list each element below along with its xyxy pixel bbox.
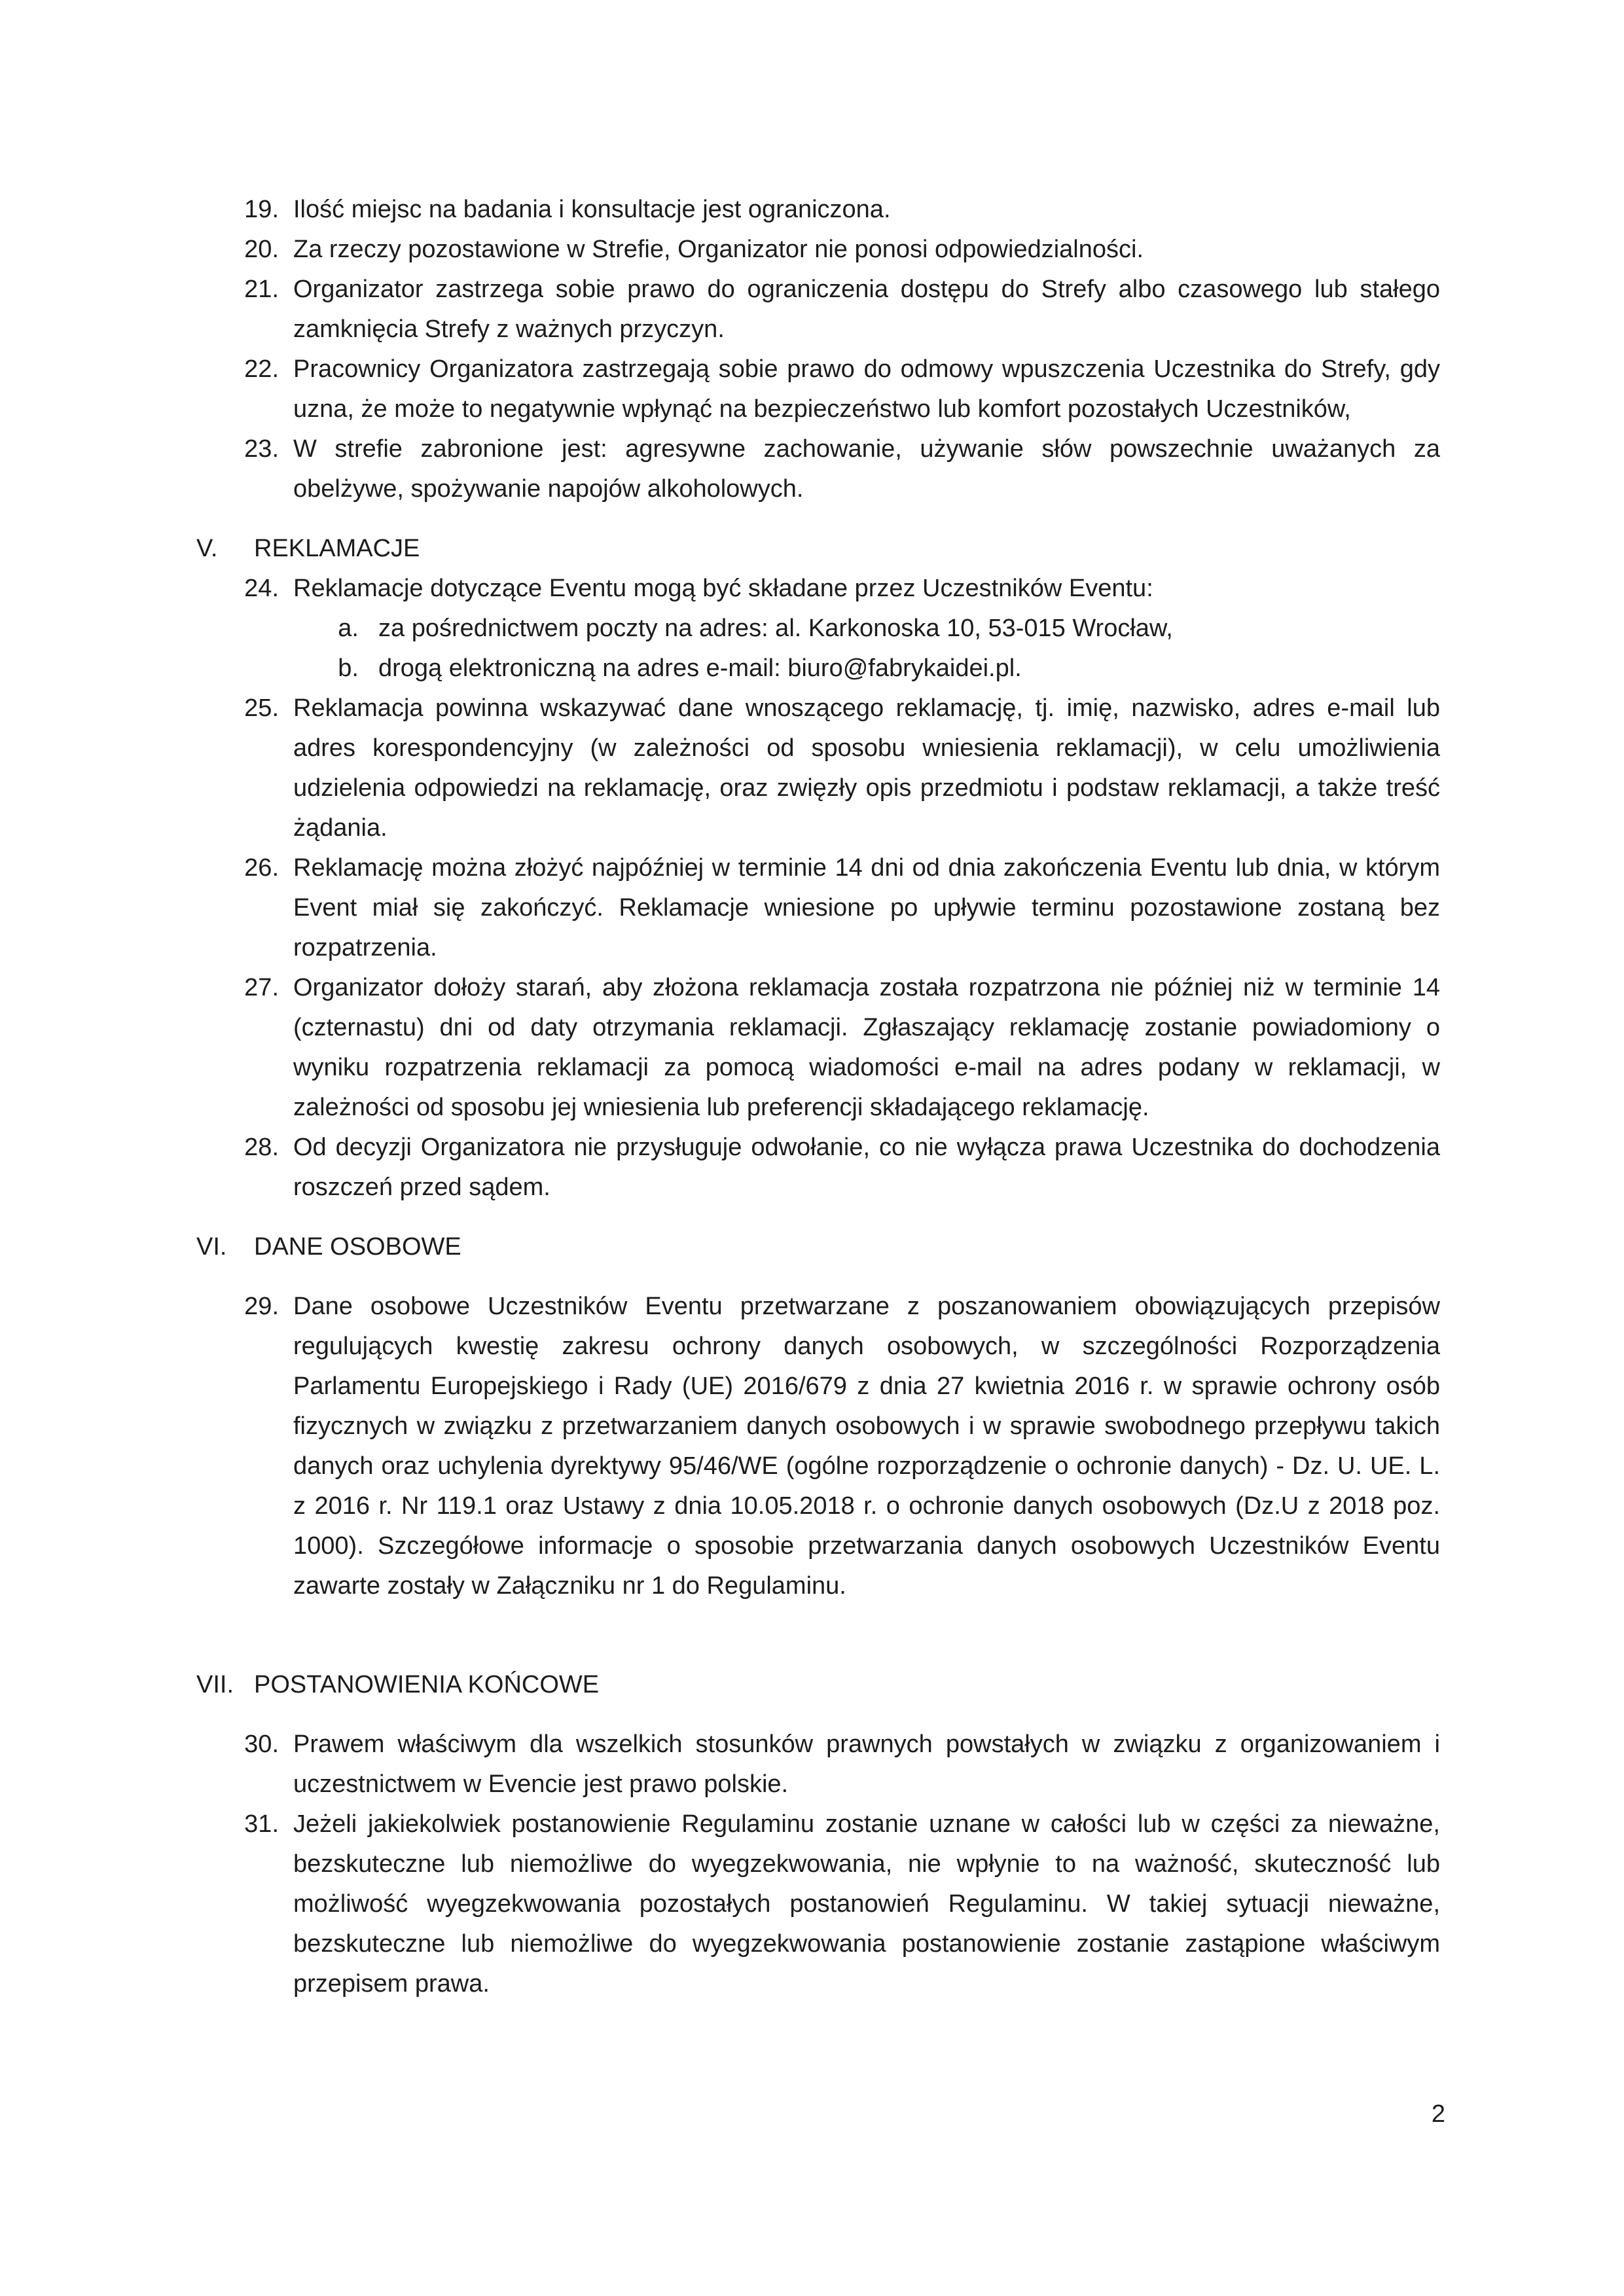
item-text: Jeżeli jakiekolwiek postanowienie Regulaminu zostanie uznane w całości lub w części za nieważne, bezskuteczne lub niemożliwe do wyegzekwowania, nie wpłynie to na ważność, skuteczność lub możliwość wyegzekwowania pozostałych postanowień Regulaminu. W takiej sytuacji nieważne, bezskuteczne lub niemożliwe do wyegzekwowania postanowienie zostanie zastąpione właściwym przepisem prawa.	[293, 1810, 1440, 1998]
list-item	[196, 968, 1440, 1128]
document-body	[196, 190, 1440, 2004]
section-number: VII.	[196, 1671, 234, 1698]
item-number: 30.	[244, 1731, 279, 1758]
item-number: 19.	[244, 196, 279, 223]
list-item	[196, 1725, 1440, 1804]
item-text: Reklamacje dotyczące Eventu mogą być składane przez Uczestników Eventu:	[293, 575, 1153, 602]
item-text: Ilość miejsc na badania i konsultacje jest ograniczona.	[293, 196, 891, 223]
section-heading-vi	[196, 1227, 1440, 1267]
sub-list-item	[196, 609, 1440, 649]
section-heading-v	[196, 529, 1440, 569]
item-number: 20.	[244, 236, 279, 263]
item-number: 21.	[244, 276, 279, 303]
list-item	[196, 689, 1440, 848]
item-text: Reklamację można złożyć najpóźniej w terminie 14 dni od dnia zakończenia Eventu lub dnia, w którym Event miał się zakończyć. Reklamacje wniesione po upływie terminu pozostawione zostaną bez rozpatrzenia.	[293, 854, 1440, 961]
item-text: Dane osobowe Uczestników Eventu przetwarzane z poszanowaniem obowiązujących przepisów regulujących kwestię zakresu ochrony danych osobowych, w szczególności Rozporządzenia Parlamentu Europejskiego i Rady (UE) 2016/679 z dnia 27 kwietnia 2016 r. w sprawie ochrony osób fizycznych w związku z przetwarzaniem danych osobowych i w sprawie swobodnego przepływu takich danych oraz uchylenia dyrektywy 95/46/WE (ogólne rozporządzenie o ochronie danych) - Dz. U. UE. L. z 2016 r. Nr 119.1 oraz Ustawy z dnia 10.05.2018 r. o ochronie danych osobowych (Dz.U z 2018 poz. 1000). Szczegółowe informacje o sposobie przetwarzania danych osobowych Uczestników Eventu zawarte zostały w Załączniku nr 1 do Regulaminu.	[293, 1293, 1440, 1600]
item-number: 24.	[244, 575, 279, 602]
item-number: 23.	[244, 435, 279, 463]
item-number: 29.	[244, 1293, 279, 1320]
item-number: 26.	[244, 854, 279, 882]
section-title: DANE OSOBOWE	[254, 1233, 461, 1261]
item-number: 25.	[244, 694, 279, 722]
section-number: VI.	[196, 1233, 227, 1261]
item-number: 31.	[244, 1810, 279, 1838]
sub-item-text: za pośrednictwem poczty na adres: al. Karkonoska 10, 53-015 Wrocław,	[378, 615, 1173, 642]
list-item	[196, 848, 1440, 968]
list-item	[196, 569, 1440, 609]
item-text: Reklamacja powinna wskazywać dane wnoszącego reklamację, tj. imię, nazwisko, adres e-mail lub adres korespondencyjny (w zależności od sposobu wniesienia reklamacji), w celu umożliwienia udzielenia odpowiedzi na reklamację, oraz zwięzły opis przedmiotu i podstaw reklamacji, a także treść żądania.	[293, 694, 1440, 842]
list-item	[196, 1287, 1440, 1606]
list-item	[196, 1128, 1440, 1208]
list-item	[196, 350, 1440, 429]
section-title: POSTANOWIENIA KOŃCOWE	[254, 1671, 600, 1698]
item-text: Pracownicy Organizatora zastrzegają sobie prawo do odmowy wpuszczenia Uczestnika do Strefy, gdy uzna, że może to negatywnie wpłynąć na bezpieczeństwo lub komfort pozostałych Uczestników,	[293, 355, 1440, 423]
section-title: REKLAMACJE	[254, 535, 420, 562]
list-item	[196, 190, 1440, 230]
section-number: V.	[196, 535, 218, 562]
list-item	[196, 270, 1440, 350]
item-text: Za rzeczy pozostawione w Strefie, Organizator nie ponosi odpowiedzialności.	[293, 236, 1144, 263]
item-number: 22.	[244, 355, 279, 383]
item-text: W strefie zabronione jest: agresywne zachowanie, używanie słów powszechnie uważanych za obelżywe, spożywanie napojów alkoholowych.	[293, 435, 1440, 503]
list-item	[196, 230, 1440, 270]
sub-item-text: drogą elektroniczną na adres e-mail: biuro@fabrykaidei.pl.	[378, 655, 1022, 682]
sub-item-letter: a.	[338, 615, 359, 642]
item-number: 28.	[244, 1134, 279, 1161]
list-item	[196, 1804, 1440, 2004]
list-item	[196, 429, 1440, 509]
item-text: Od decyzji Organizatora nie przysługuje odwołanie, co nie wyłącza prawa Uczestnika do dochodzenia roszczeń przed sądem.	[293, 1134, 1440, 1201]
page-number: 2	[1431, 2100, 1445, 2128]
item-text: Organizator zastrzega sobie prawo do ograniczenia dostępu do Strefy albo czasowego lub stałego zamknięcia Strefy z ważnych przyczyn.	[293, 276, 1440, 343]
item-text: Organizator dołoży starań, aby złożona reklamacja została rozpatrzona nie później niż w terminie 14 (czternastu) dni od daty otrzymania reklamacji. Zgłaszający reklamację zostanie powiadomiony o wyniku rozpatrzenia reklamacji za pomocą wiadomości e-mail na adres podany w reklamacji, w zależności od sposobu jej wniesienia lub preferencji składającego reklamację.	[293, 974, 1440, 1121]
item-text: Prawem właściwym dla wszelkich stosunków prawnych powstałych w związku z organizowaniem i uczestnictwem w Evencie jest prawo polskie.	[293, 1731, 1440, 1798]
sub-item-letter: b.	[338, 655, 359, 682]
sub-list-item	[196, 649, 1440, 689]
item-number: 27.	[244, 974, 279, 1001]
section-heading-vii	[196, 1665, 1440, 1705]
